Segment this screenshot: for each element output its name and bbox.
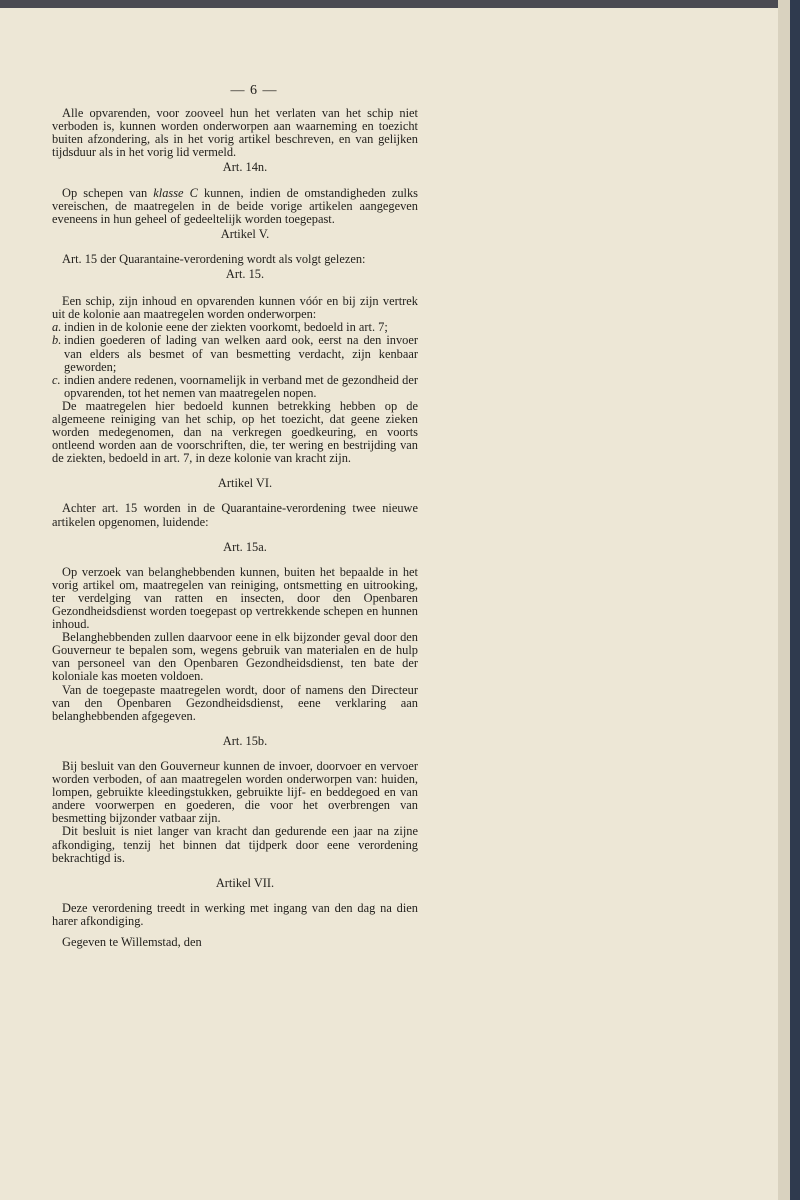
- article-heading: Art. 14n.: [222, 160, 268, 175]
- paragraph: Dit besluit is niet langer van kracht dan gedurende een jaar na zijne afkondiging, tenzij het binnen dat tijdperk door eene verordening bekrachtigd is.: [52, 824, 418, 865]
- list-text: indien goederen of lading van welken aard ook, eerst na den invoer van elders als besmet of van besmetting verdacht, zijn kenbaar geworden;: [64, 333, 418, 374]
- scan-right-border: [790, 0, 800, 1200]
- paragraph: Achter art. 15 worden in de Quarantaine-verordening twee nieuwe artikelen opgenomen, luidende:: [52, 501, 418, 529]
- article-heading: Artikel V.: [220, 226, 270, 241]
- paragraph: Op verzoek van belanghebbenden kunnen, buiten het bepaalde in het vorig artikel om, maatregelen van reiniging, ontsmetting en uitrooking, ter verdelging van ratten en insecten, door den Openbaren Gezondheidsdienst worden toegepast op vertrekkende schepen en hunnen inhoud.: [52, 564, 418, 632]
- condition-list: [52, 321, 418, 400]
- document-page: [52, 84, 418, 949]
- scan-top-border: [0, 0, 800, 8]
- list-text: indien in de kolonie eene der ziekten voorkomt, bedoeld in art. 7;: [64, 320, 388, 335]
- paragraph: Een schip, zijn inhoud en opvarenden kunnen vóór en bij zijn vertrek uit de kolonie aan maatregelen worden onderworpen:: [52, 294, 418, 322]
- article-heading: Art. 15.: [225, 267, 265, 282]
- scan-page-edge: [778, 0, 790, 1200]
- closing-line: Gegeven te Willemstad, den: [62, 934, 202, 949]
- list-text: indien andere redenen, voornamelijk in verband met de gezondheid der opvarenden, tot het nemen van maatregelen nopen.: [64, 372, 418, 400]
- article-heading: Artikel VII.: [215, 875, 275, 890]
- paragraph: De maatregelen hier bedoeld kunnen betrekking hebben op de algemeene reiniging van het schip, op het toezicht, dat geene zieken worden medegenomen, dan na verkregen goedkeuring, en voorts ontleend worden aan de voorschriften, die, ter wering en bestrijding van de ziekten, bedoeld in art. 7, in deze kolonie van kracht zijn.: [52, 398, 418, 466]
- article-heading: Artikel VI.: [217, 476, 273, 491]
- paragraph: Art. 15 der Quarantaine-verordening wordt als volgt gelezen:: [62, 251, 366, 266]
- list-item: [52, 374, 418, 400]
- emphasis-text: klasse C: [153, 185, 198, 200]
- list-label: c.: [52, 372, 61, 387]
- paragraph: Van de toegepaste maatregelen wordt, door of namens den Directeur van den Openbaren Gezondheidsdienst, eene verklaring aan belanghebbenden afgegeven.: [52, 682, 418, 723]
- article-heading: Art. 15a.: [223, 539, 267, 554]
- paragraph: Belanghebbenden zullen daarvoor eene in elk bijzonder geval door den Gouverneur te bepalen som, wegens gebruik van materialen en de hulp van personeel van den Openbaren Gezondheidsdienst, ten bate der koloniale kas moeten voldoen.: [52, 630, 418, 684]
- page-number: — 6 —: [230, 83, 278, 98]
- paragraph: [52, 187, 418, 226]
- paragraph: Alle opvarenden, voor zooveel hun het verlaten van het schip niet verboden is, kunnen worden onderworpen aan waarneming en toezicht buiten afzondering, als in het vorig artikel beschreven, en van gelijken tijdsduur als in het vorig lid vermeld.: [52, 106, 418, 160]
- paragraph: Bij besluit van den Gouverneur kunnen de invoer, doorvoer en vervoer worden verboden, of aan maatregelen worden onderworpen van: huiden, lompen, gebruikte kleedingstukken, gebruikte lijf- en beddegoed en van andere voorwerpen en goederen, die voor het overbrengen van besmetting bijzonder vatbaar zijn.: [52, 758, 418, 826]
- text-run: Op schepen van: [62, 185, 154, 200]
- article-heading: Art. 15b.: [222, 733, 268, 748]
- paragraph: Deze verordening treedt in werking met ingang van den dag na dien harer afkondiging.: [52, 900, 418, 928]
- list-label: a.: [52, 320, 62, 335]
- list-label: b.: [52, 333, 62, 348]
- text-run: kunnen, indien de omstandigheden zulks vereischen, de maatregelen in de beide vorige artikelen aangegeven eveneens in hun geheel of gedeeltelijk worden toegepast.: [52, 185, 419, 226]
- list-item: [52, 334, 418, 373]
